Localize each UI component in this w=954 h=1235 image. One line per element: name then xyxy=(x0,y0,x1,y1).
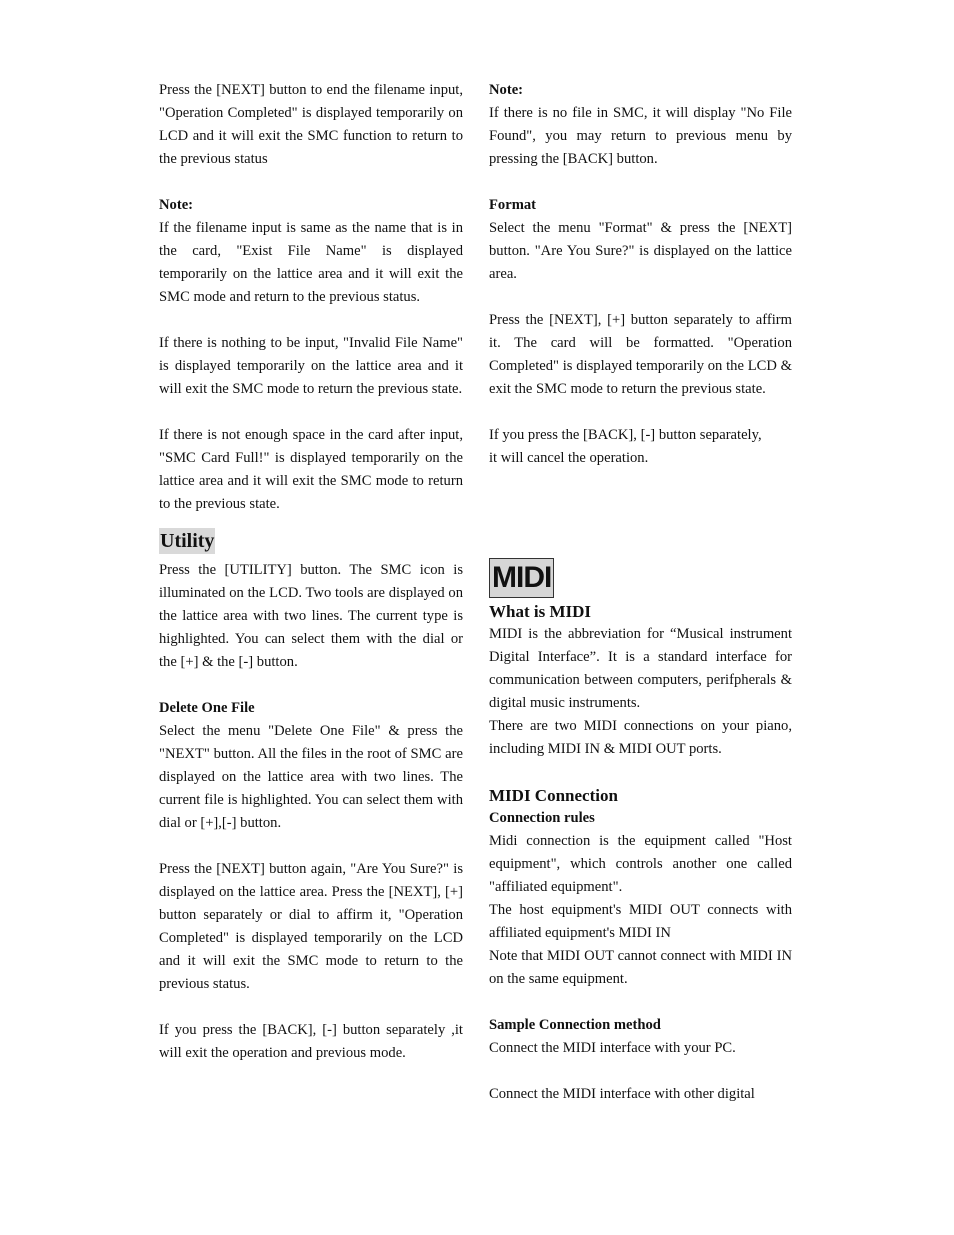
paragraph-midi-ports: There are two MIDI connections on your piano, including MIDI IN & MIDI OUT ports. xyxy=(489,718,792,757)
paragraph-card-full: If there is not enough space in the card after input, "SMC Card Full!" is displayed temporarily on the lattice area and it will exit the SMC mode to return to the previous state. xyxy=(159,427,463,512)
note-heading: Note: xyxy=(159,197,194,213)
paragraph-sample-pc: Connect the MIDI interface with your PC. xyxy=(489,1040,736,1056)
sample-connection-heading: Sample Connection method xyxy=(489,1017,661,1033)
paragraph-midi-out-in: The host equipment's MIDI OUT connects with affiliated equipment's MIDI IN xyxy=(489,902,792,941)
format-heading: Format xyxy=(489,197,537,213)
paragraph-format: Select the menu "Format" & press the [NEXT] button. "Are You Sure?" is displayed on the lattice area. xyxy=(489,220,792,282)
paragraph-invalid-file: If there is nothing to be input, "Invalid File Name" is displayed temporarily on the lattice area and it will exit the SMC mode to return the previous state. xyxy=(159,335,463,397)
paragraph-no-file: If there is no file in SMC, it will display "No File Found", you may return to previous menu by pressing the [BACK] button. xyxy=(489,105,792,167)
what-is-midi-heading: What is MIDI xyxy=(489,602,592,621)
utility-heading: Utility xyxy=(160,530,215,552)
paragraph-same-equipment: Note that MIDI OUT cannot connect with MIDI IN on the same equipment. xyxy=(489,948,792,987)
delete-one-file-heading: Delete One File xyxy=(159,700,255,716)
paragraph-format-cancel-2: it will cancel the operation. xyxy=(489,450,649,466)
paragraph-exist-file: If the filename input is same as the name that is in the card, "Exist File Name" is displayed temporarily on the lattice area and it will exit the SMC mode and return to the previous status. xyxy=(159,220,463,305)
paragraph-utility: Press the [UTILITY] button. The SMC icon is illuminated on the LCD. Two tools are displayed on the lattice area with two lines. The current type is highlighted. You can select them with the dial or the [+] & the [-] button. xyxy=(159,562,463,670)
paragraph-what-is-midi: MIDI is the abbreviation for “Musical instrument Digital Interface”. It is a standard interface for communication between computers, perifpherals & digital music instruments. xyxy=(489,626,792,711)
connection-rules-heading: Connection rules xyxy=(489,810,595,826)
paragraph-format-confirm: Press the [NEXT], [+] button separately to affirm it. The card will be formatted. "Operation Completed" is displayed temporarily on the LCD & exit the SMC mode to return the previous state. xyxy=(489,312,792,397)
midi-logo: MIDI xyxy=(489,558,554,598)
note-heading: Note: xyxy=(489,82,524,98)
midi-connection-heading: MIDI Connection xyxy=(489,786,618,805)
right-column xyxy=(489,79,792,1106)
paragraph-delete-confirm: Press the [NEXT] button again, "Are You Sure?" is displayed on the lattice area. Press the [NEXT], [+] button separately or dial to affirm it, "Operation Completed" is displayed temporarily on the LCD and it will exit the SMC mode to return to the previous status. xyxy=(159,861,463,992)
paragraph-filename-end: Press the [NEXT] button to end the filename input, "Operation Completed" is displayed temporarily on LCD and it will exit the SMC function to return to the previous status xyxy=(159,82,463,167)
paragraph-sample-digital: Connect the MIDI interface with other digital xyxy=(489,1086,755,1102)
paragraph-format-cancel-1: If you press the [BACK], [-] button separately, xyxy=(489,427,762,443)
paragraph-delete-one-file: Select the menu "Delete One File" & press the "NEXT" button. All the files in the root of SMC are displayed on the lattice area with two lines. The current file is highlighted. You can select them with dial or [+],[-] button. xyxy=(159,723,463,831)
paragraph-delete-cancel: If you press the [BACK], [-] button separately ,it will exit the operation and previous mode. xyxy=(159,1022,463,1061)
left-column xyxy=(159,79,463,1065)
paragraph-connection-rules: Midi connection is the equipment called "Host equipment", which controls another one called "affiliated equipment". xyxy=(489,833,792,895)
